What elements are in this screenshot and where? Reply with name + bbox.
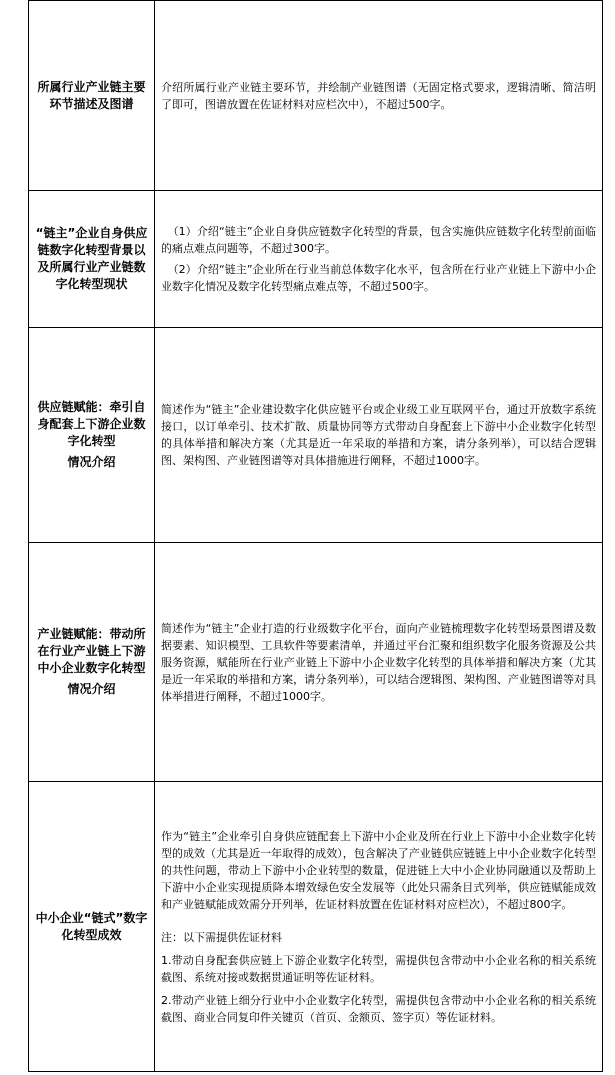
row-sublabel: 情况介绍 <box>67 682 116 696</box>
table-row <box>29 191 603 328</box>
row-content-cell <box>155 782 603 1072</box>
row-label-cell <box>29 1 155 191</box>
row-paragraph: （1）介绍“链主”企业自身供应链数字化转型的背景，包含实施供应链数字化转型前面临的痛点难点问题等，不超过300字。 <box>161 225 596 255</box>
row-paragraph: 作为“链主”企业牵引自身供应链配套上下游中小企业及所在行业上下游中小企业数字化转型的成效（尤其是近一年取得的成效），包含解决了产业链供应链链上中小企业数字化转型的共性问题，带动上下游中小企业转型的数量，促进链上大中小企业协同融通以及帮助上下游中小企业实现提质降本增效绿色安全发展等（此处只需条目式列举，供应链赋能成效和产业链赋能成效需分开列举，佐证材料放置在佐证材料对应栏次），不超过800字。 <box>161 829 596 911</box>
row-label-cell <box>29 328 155 543</box>
table-row <box>29 1 603 191</box>
row-content-cell <box>155 191 603 328</box>
table-row <box>29 543 603 782</box>
row-paragraph: 2.带动产业链上细分行业中小企业数字化转型，需提供包含带动中小企业名称的相关系统截图、商业合同复印件关键页（首页、金额页、签字页）等佐证材料。 <box>161 993 596 1024</box>
application-form-table <box>28 0 603 1072</box>
row-paragraph: 1.带动自身配套供应链上下游企业数字化转型，需提供包含带动中小企业名称的相关系统截图、系统对接或数据贯通证明等佐证材料。 <box>161 953 596 984</box>
row-label-cell <box>29 191 155 328</box>
row-paragraph: 简述作为“链主”企业建设数字化供应链平台或企业级工业互联网平台，通过开放数字系统接口，以订单牵引、技术扩散、质量协同等方式带动自身配套上下游中小企业数字化转型的具体举措和解决方案（尤其是近一年采取的举措和方案，请分条列举），可以结合逻辑图、架构图、产业链图谱等对具体措施进行阐释，不超过1000字。 <box>161 403 596 467</box>
row-paragraph: 介绍所属行业产业链主要环节，并绘制产业链图谱（无固定格式要求，逻辑清晰、简洁明了即可，图谱放置在佐证材料对应栏次中），不超过500字。 <box>161 80 596 111</box>
row-content-cell <box>155 1 603 191</box>
row-note: 注：以下需提供佐证材料 <box>161 930 282 944</box>
row-label: 供应链赋能：牵引自身配套上下游企业数字化转型 <box>37 400 146 448</box>
table-row <box>29 782 603 1072</box>
row-label: “链主”企业自身供应链数字化转型背景以及所属行业产业链数字化转型现状 <box>35 226 148 291</box>
row-label-cell <box>29 782 155 1072</box>
row-label: 产业链赋能：带动所在行业产业链上下游中小企业数字化转型 <box>37 627 146 675</box>
row-label: 中小企业“链式”数字化转型成效 <box>35 910 148 942</box>
row-paragraph: 简述作为“链主”企业打造的行业级数字化平台，面向产业链梳理数字化转型场景图谱及数据要素、知识模型、工具软件等要素清单，并通过平台汇聚和组织数字化服务资源及公共服务资源，赋能所在行业产业链上下游中小企业数字化转型的具体举措和解决方案（尤其是近一年采取的举措和方案，请分条列举），可以结合逻辑图、架构图、产业链图谱等对具体举措进行阐释，不超过1000字。 <box>161 621 596 703</box>
row-paragraph: （2）介绍“链主”企业所在行业当前总体数字化水平，包含所在行业产业链上下游中小企业数字化情况及数字化转型痛点难点等，不超过500字。 <box>161 263 596 293</box>
table-row <box>29 328 603 543</box>
row-content-cell <box>155 543 603 782</box>
row-label-cell <box>29 543 155 782</box>
row-label: 所属行业产业链主要环节描述及图谱 <box>37 79 146 111</box>
row-content-cell <box>155 328 603 543</box>
row-sublabel: 情况介绍 <box>67 455 116 469</box>
